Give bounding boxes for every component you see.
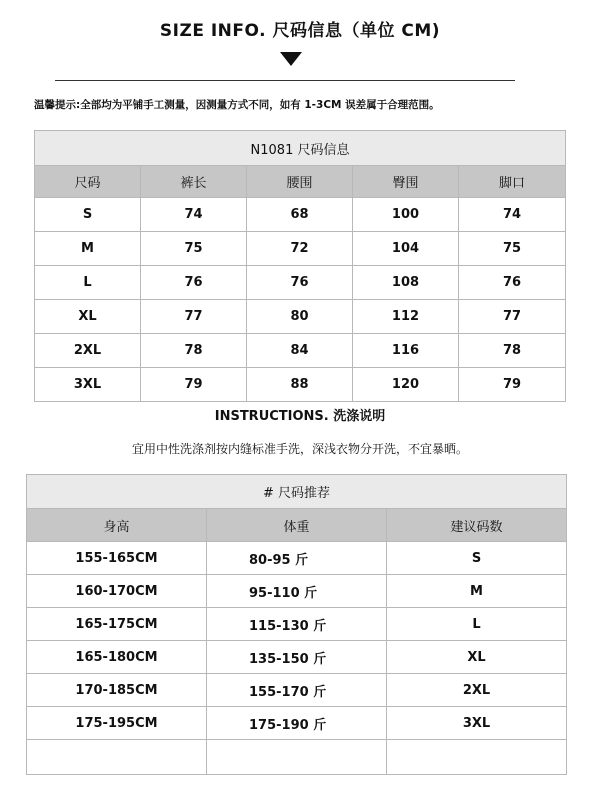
hip-cell: 112 bbox=[353, 300, 459, 334]
empty-row bbox=[27, 740, 567, 775]
size-cell: S bbox=[35, 198, 141, 232]
suggested-size-cell: L bbox=[387, 608, 567, 641]
size-cell: 3XL bbox=[35, 368, 141, 402]
hip-cell: 120 bbox=[353, 368, 459, 402]
hip-cell: 100 bbox=[353, 198, 459, 232]
height-cell: 170-185CM bbox=[27, 674, 207, 707]
hem-cell: 78 bbox=[459, 334, 566, 368]
hip-cell: 116 bbox=[353, 334, 459, 368]
weight-cell: 80-95 斤 bbox=[207, 542, 387, 575]
down-arrow-icon bbox=[280, 52, 302, 66]
weight-cell: 135-150 斤 bbox=[207, 641, 387, 674]
table-row bbox=[27, 707, 567, 740]
height-cell: 165-175CM bbox=[27, 608, 207, 641]
length-cell: 77 bbox=[141, 300, 247, 334]
length-cell: 78 bbox=[141, 334, 247, 368]
column-header-weight: 体重 bbox=[207, 509, 387, 542]
table-row bbox=[35, 300, 566, 334]
empty-cell bbox=[207, 740, 387, 775]
table-row bbox=[27, 641, 567, 674]
table-row bbox=[27, 575, 567, 608]
hem-cell: 79 bbox=[459, 368, 566, 402]
suggested-size-cell: M bbox=[387, 575, 567, 608]
column-header-waist: 腰围 bbox=[247, 166, 353, 198]
weight-cell: 155-170 斤 bbox=[207, 674, 387, 707]
instructions-title: INSTRUCTIONS. 洗涤说明 bbox=[214, 409, 386, 424]
divider bbox=[55, 80, 515, 81]
suggested-size-cell: XL bbox=[387, 641, 567, 674]
column-header-hem: 脚口 bbox=[459, 166, 566, 198]
length-cell: 76 bbox=[141, 266, 247, 300]
table-row bbox=[35, 368, 566, 402]
size-info-table bbox=[34, 130, 566, 402]
suggested-size-cell: S bbox=[387, 542, 567, 575]
waist-cell: 68 bbox=[247, 198, 353, 232]
weight-cell: 95-110 斤 bbox=[207, 575, 387, 608]
column-header-suggested-size: 建议码数 bbox=[387, 509, 567, 542]
waist-cell: 76 bbox=[247, 266, 353, 300]
column-header-height: 身高 bbox=[27, 509, 207, 542]
waist-cell: 72 bbox=[247, 232, 353, 266]
height-cell: 175-195CM bbox=[27, 707, 207, 740]
suggested-size-cell: 2XL bbox=[387, 674, 567, 707]
waist-cell: 80 bbox=[247, 300, 353, 334]
size-cell: 2XL bbox=[35, 334, 141, 368]
length-cell: 79 bbox=[141, 368, 247, 402]
hem-cell: 77 bbox=[459, 300, 566, 334]
column-header-size: 尺码 bbox=[35, 166, 141, 198]
page-title: SIZE INFO. 尺码信息（单位 CM) bbox=[159, 21, 441, 41]
table-row bbox=[35, 334, 566, 368]
weight-cell: 175-190 斤 bbox=[207, 707, 387, 740]
weight-cell: 115-130 斤 bbox=[207, 608, 387, 641]
table-row bbox=[35, 198, 566, 232]
length-cell: 75 bbox=[141, 232, 247, 266]
hem-cell: 76 bbox=[459, 266, 566, 300]
table-row bbox=[35, 232, 566, 266]
measurement-tip: 温馨提示:全部均为平铺手工测量，因测量方式不同，如有 1-3CM 误差属于合理范围。 bbox=[34, 99, 440, 111]
waist-cell: 88 bbox=[247, 368, 353, 402]
size-recommendation-table bbox=[26, 474, 567, 775]
table-row bbox=[35, 266, 566, 300]
column-header-hip: 臀围 bbox=[353, 166, 459, 198]
size-cell: XL bbox=[35, 300, 141, 334]
size-cell: L bbox=[35, 266, 141, 300]
instructions-text: 宜用中性洗涤剂按内缝标准手洗，深浅衣物分开洗，不宜暴晒。 bbox=[131, 442, 468, 456]
waist-cell: 84 bbox=[247, 334, 353, 368]
hip-cell: 108 bbox=[353, 266, 459, 300]
height-cell: 165-180CM bbox=[27, 641, 207, 674]
hip-cell: 104 bbox=[353, 232, 459, 266]
empty-cell bbox=[27, 740, 207, 775]
recommend-table-caption: # 尺码推荐 bbox=[27, 475, 567, 509]
height-cell: 155-165CM bbox=[27, 542, 207, 575]
column-header-length: 裤长 bbox=[141, 166, 247, 198]
size-table-caption: N1081 尺码信息 bbox=[35, 131, 566, 166]
empty-cell bbox=[387, 740, 567, 775]
hem-cell: 75 bbox=[459, 232, 566, 266]
length-cell: 74 bbox=[141, 198, 247, 232]
table-row bbox=[27, 542, 567, 575]
height-cell: 160-170CM bbox=[27, 575, 207, 608]
table-row bbox=[27, 608, 567, 641]
table-row bbox=[27, 674, 567, 707]
size-cell: M bbox=[35, 232, 141, 266]
hem-cell: 74 bbox=[459, 198, 566, 232]
suggested-size-cell: 3XL bbox=[387, 707, 567, 740]
